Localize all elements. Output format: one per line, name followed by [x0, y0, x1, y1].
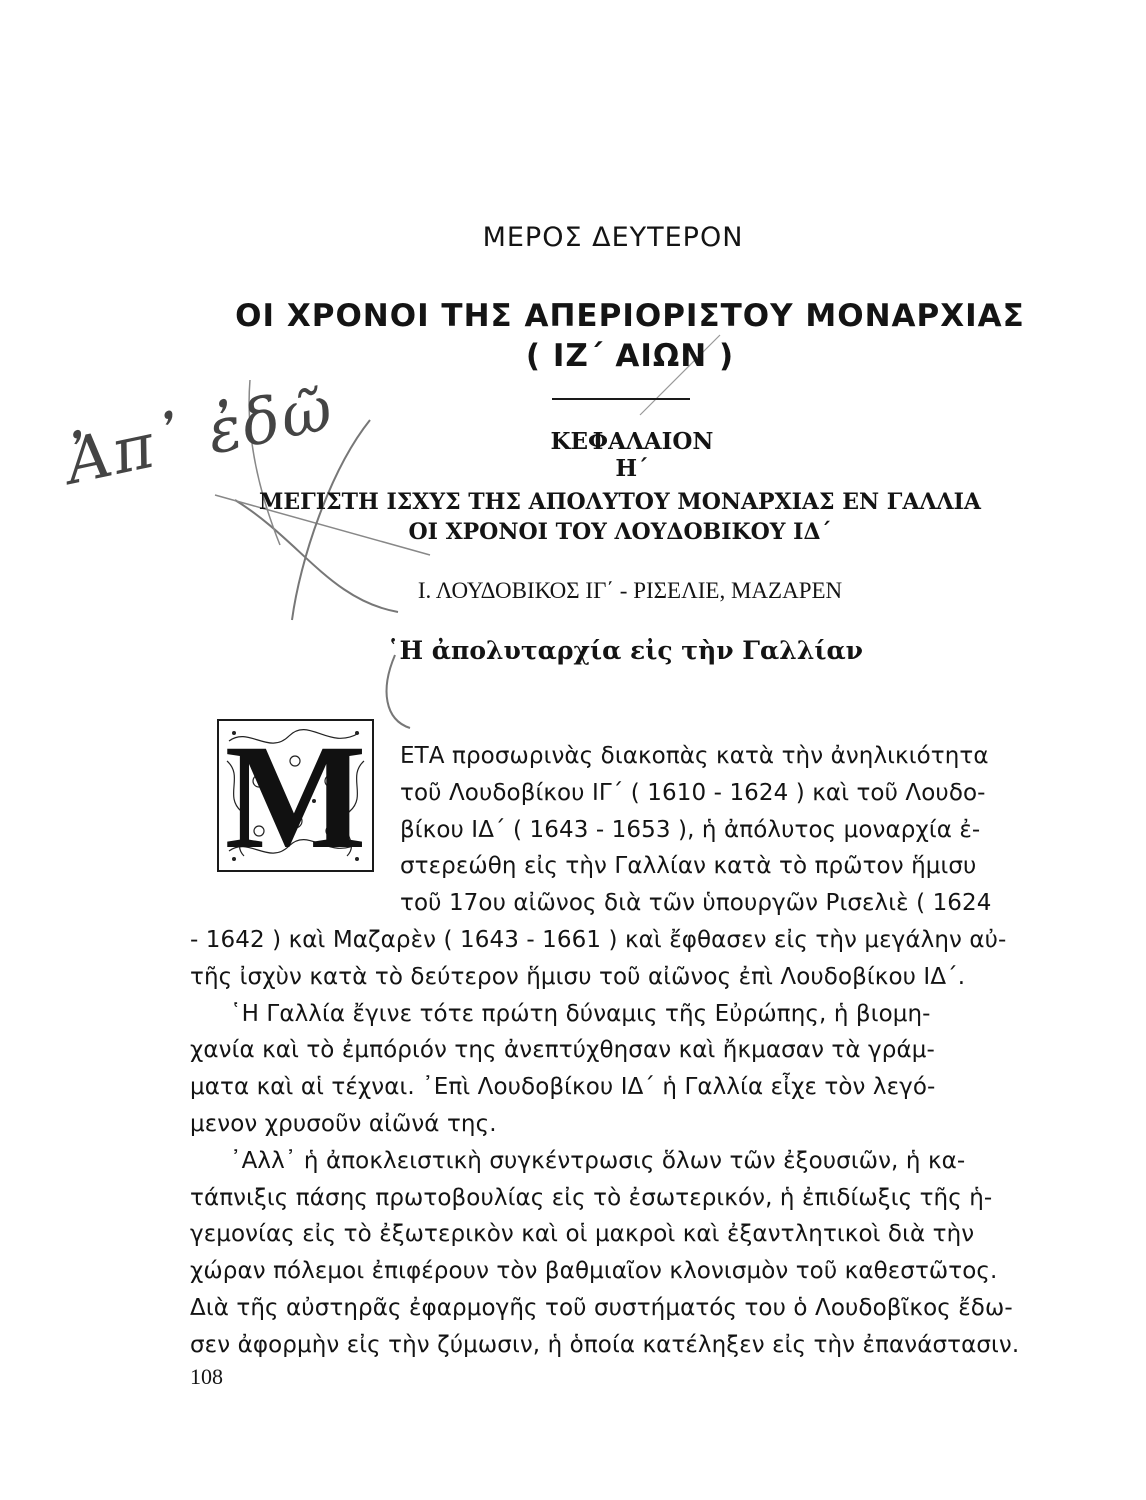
chapter-title-line1: ΜΕΓΙΣΤΗ ΙΣΧΥΣ ΤΗΣ ΑΠΟΛΥΤΟΥ ΜΟΝΑΡΧΙΑΣ ΕΝ ΓΑΛΛΙΑ — [259, 489, 981, 515]
era-title-line1: ΟΙ ΧΡΟΝΟΙ ΤΗΣ ΑΠΕΡΙΟΡΙΣΤΟΥ ΜΟΝΑΡΧΙΑΣ — [235, 298, 1025, 334]
body-line: χώραν πόλεμοι ἐπιφέρουν τὸν βαθμιαῖον κλονισμὸν τοῦ καθεστῶτος. — [190, 1258, 998, 1285]
body-line: - 1642 ) καὶ Μαζαρὲν ( 1643 - 1661 ) καὶ ἔφθασεν εἰς τὴν μεγάλην αὐ- — [190, 926, 1007, 953]
body-line: χανία καὶ τὸ ἐμπόριόν της ἀνεπτύχθησαν καὶ ἤκμασαν τὰ γράμ- — [190, 1037, 935, 1064]
body-line: τοῦ Λουδοβίκου ΙΓ΄ ( 1610 - 1624 ) καὶ τοῦ Λουδο- — [400, 779, 986, 806]
body-line: στερεώθη εἰς τὴν Γαλλίαν κατὰ τὸ πρῶτον ἥμισυ — [400, 853, 977, 880]
body-text — [190, 738, 1042, 1364]
body-line: ΕΤΑ προσωρινὰς διακοπὰς κατὰ τὴν ἀνηλικιότητα — [400, 743, 989, 769]
body-line: ῾Η Γαλλία ἔγινε τότε πρώτη δύναμις τῆς Εὐρώπης, ἡ βιομη- — [230, 1000, 931, 1027]
body-line: Διὰ τῆς αὐστηρᾶς ἐφαρμογῆς τοῦ συστήματός του ὁ Λουδοβῖκος ἔδω- — [190, 1294, 1013, 1321]
body-line: τῆς ἰσχὺν κατὰ τὸ δεύτερον ἥμισυ τοῦ αἰῶνος ἐπὶ Λουδοβίκου ΙΔ΄. — [190, 963, 966, 990]
title-divider — [552, 398, 690, 400]
body-line: τάπνιξις πάσης πρωτοβουλίας εἰς τὸ ἐσωτερικόν, ἡ ἐπιδίωξις τῆς ἡ- — [190, 1184, 993, 1211]
page-number: 108 — [190, 1364, 223, 1389]
body-line: μενον χρυσοῦν αἰῶνά της. — [190, 1110, 497, 1137]
chapter-title — [230, 487, 1010, 547]
initial-letter: M — [224, 719, 367, 872]
era-title-line2: ( ΙΖ΄ ΑΙΩΝ ) — [525, 338, 735, 374]
body-line: ματα καὶ αἱ τέχναι. ᾽Επὶ Λουδοβίκου ΙΔ΄ ἡ Γαλλία εἶχε τὸν λεγό- — [190, 1074, 936, 1101]
body-line: βίκου ΙΔ΄ ( 1643 - 1653 ), ἡ ἀπόλυτος μοναρχία ἐ- — [400, 816, 981, 843]
subsection-title: ῾Η ἀπολυταρχία εἰς τὴν Γαλλίαν — [386, 636, 864, 665]
body-line: ᾽Αλλ᾽ ἡ ἀποκλειστικὴ συγκέντρωσις ὅλων τῶν ἐξουσιῶν, ἡ κα- — [230, 1147, 966, 1174]
era-title — [230, 296, 1030, 376]
section-title: Ι. ΛΟΥΔΟΒΙΚΟΣ ΙΓ΄ - ΡΙΣΕΛΙΕ, ΜΑΖΑΡΕΝ — [417, 578, 843, 603]
handwritten-note: Ἀπ᾽ ἐδῶ — [59, 370, 341, 499]
body-line: τοῦ 17ου αἰῶνος διὰ τῶν ὑπουργῶν Ρισελιὲ ( 1624 — [400, 890, 992, 917]
part-label: ΜΕΡΟΣ ΔΕΥΤΕΡΟΝ — [482, 222, 744, 253]
body-line: σεν ἀφορμὴν εἰς τὴν ζύμωσιν, ἡ ὁποία κατέληξεν εἰς τὴν ἐπανάστασιν. — [190, 1331, 1020, 1358]
chapter-label: ΚΕΦΑΛΑΙΟΝ Η΄ — [550, 428, 714, 482]
body-line: γεμονίας εἰς τὸ ἐξωτερικὸν καὶ οἱ μακροὶ καὶ ἐξαντλητικοὶ διὰ τὴν — [190, 1221, 975, 1248]
chapter-title-line2: ΟΙ ΧΡΟΝΟΙ ΤΟΥ ΛΟΥΔΟΒΙΚΟΥ ΙΔ΄ — [408, 519, 832, 545]
